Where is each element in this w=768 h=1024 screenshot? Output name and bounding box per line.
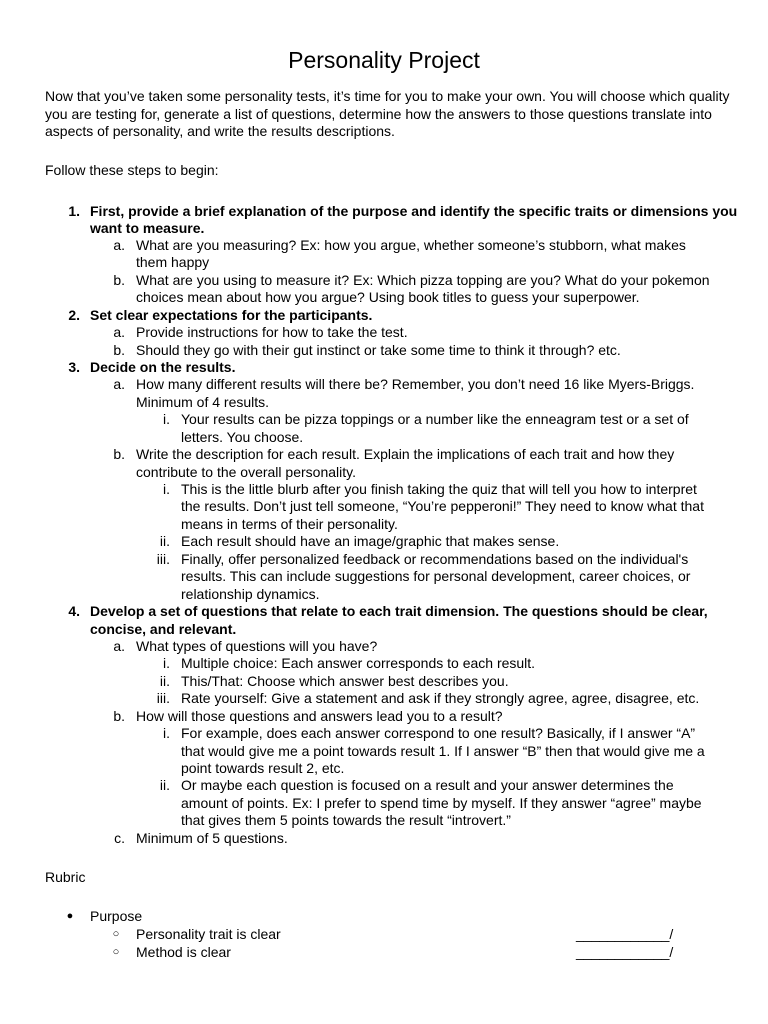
list-marker: b. [113,708,125,724]
list-item-line: that would give me a point towards result 1. If I answer “B” then that would give me a [181,743,705,759]
list-item-line: Your results can be pizza toppings or a number like the enneagram test or a set of [181,411,689,427]
list-marker: ii. [159,533,170,549]
score-blank: ____________/ [576,926,674,942]
list-item-line: This is the little blurb after you finish taking the quiz that will tell you how to interpret [181,481,697,497]
list-item-line: the results. Don’t just tell someone, “You’re pepperoni!” They need to know what that [181,498,704,514]
list-marker: b. [113,272,125,288]
list-item-line: What types of questions will you have? [136,638,378,654]
intro-paragraph: Now that you’ve taken some personality tests, it’s time for you to make your own. You will choose which quality you are testing for, generate a list of questions, determine how the answers to those questions translate into aspects of personality, and write the results descriptions. [45,88,730,139]
step-heading-line: Set clear expectations for the participants. [90,307,373,323]
list-marker: i. [163,411,170,427]
list-marker: b. [113,342,125,358]
list-item-line: For example, does each answer correspond to one result? Basically, if I answer “A” [181,725,696,741]
list-marker: i. [163,481,170,497]
rubric-heading: Rubric [45,869,86,885]
step-heading-line: Decide on the results. [90,359,236,375]
circle-bullet-icon: ○ [112,928,120,940]
list-marker: a. [113,324,125,340]
list-item-line: What are you measuring? Ex: how you argue, whether someone’s stubborn, what makes [136,237,686,253]
list-marker: i. [163,725,170,741]
list-item-line: Finally, offer personalized feedback or recommendations based on the individual's [181,551,689,567]
list-marker: ii. [159,673,170,689]
list-marker: a. [113,237,125,253]
step-heading-line: want to measure. [90,220,205,236]
list-item-line: Write the description for each result. Explain the implications of each trait and how they [136,446,675,462]
list-marker: i. [163,655,170,671]
steps-intro: Follow these steps to begin: [45,162,219,178]
list-marker: iii. [156,690,170,706]
list-item-line: means in terms of their personality. [181,516,398,532]
list-item-line: letters. You choose. [181,429,304,445]
list-item-line: Rate yourself: Give a statement and ask if they strongly agree, agree, disagree, etc. [181,690,700,706]
list-item-line: Or maybe each question is focused on a result and your answer determines the [181,777,674,793]
score-blank: ____________/ [576,944,674,960]
list-item-line: results. This can include suggestions for personal development, career choices, or [181,568,691,584]
list-item-line: Minimum of 4 results. [136,394,270,410]
rubric-item-label: Method is clear [136,944,231,960]
bullet-icon: ● [66,910,74,922]
list-marker: c. [114,830,125,846]
list-item-line: relationship dynamics. [181,586,320,602]
list-item-line: What are you using to measure it? Ex: Which pizza topping are you? What do your pokemon [136,272,710,288]
list-item-line: choices mean about how you argue? Using book titles to guess your superpower. [136,289,640,305]
list-marker: 3. [68,359,80,375]
list-item-line: that gives them 5 points towards the result “introvert.” [181,812,511,828]
list-marker: a. [113,638,125,654]
list-item-line: Should they go with their gut instinct or take some time to think it through? etc. [136,342,621,358]
step-heading-line: Develop a set of questions that relate to each trait dimension. The questions should be clear, [90,603,708,619]
list-marker: 4. [68,603,80,619]
list-item-line: This/That: Choose which answer best describes you. [181,673,509,689]
circle-bullet-icon: ○ [112,946,120,958]
list-item-line: contribute to the overall personality. [136,464,356,480]
list-item-line: Multiple choice: Each answer corresponds to each result. [181,655,536,671]
rubric-purpose-label: Purpose [90,908,143,924]
list-item-line: them happy [136,254,210,270]
list-marker: 1. [68,203,80,219]
list-item-line: amount of points. Ex: I prefer to spend time by myself. If they answer “agree” maybe [181,795,702,811]
list-marker: iii. [156,551,170,567]
list-marker: ii. [159,777,170,793]
list-item-line: How many different results will there be? Remember, you don’t need 16 like Myers-Briggs. [136,376,695,392]
rubric-item-label: Personality trait is clear [136,926,281,942]
list-item-line: Minimum of 5 questions. [136,830,288,846]
step-heading-line: concise, and relevant. [90,621,237,637]
list-item-line: Each result should have an image/graphic that makes sense. [181,533,560,549]
page-title: Personality Project [288,47,480,73]
list-marker: a. [113,376,125,392]
list-item-line: point towards result 2, etc. [181,760,345,776]
list-marker: 2. [68,307,80,323]
list-marker: b. [113,446,125,462]
step-heading-line: First, provide a brief explanation of the purpose and identify the specific traits or dimensions you [90,203,738,219]
list-item-line: How will those questions and answers lead you to a result? [136,708,503,724]
list-item-line: Provide instructions for how to take the test. [136,324,408,340]
